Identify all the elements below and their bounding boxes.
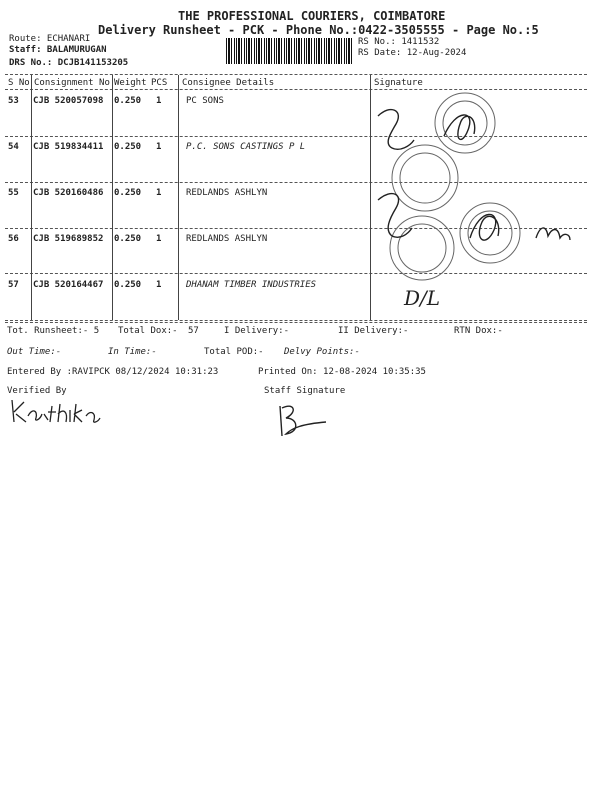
- row-consignee: PC SONS: [186, 96, 224, 106]
- col-separator: [31, 75, 32, 320]
- ii-delivery: II Delivery:-: [338, 326, 409, 336]
- delivered-mark: D/L: [404, 286, 441, 310]
- row-pcs: 1: [156, 96, 162, 106]
- col-separator: [178, 75, 179, 320]
- route-label: Route: ECHANARI: [9, 34, 91, 44]
- courier-stamp-icon: [460, 203, 520, 263]
- printed-on: Printed On: 12-08-2024 10:35:35: [258, 367, 426, 377]
- signature-scribble: [470, 214, 499, 240]
- signature-scribble: [536, 228, 570, 240]
- row-pcs: 1: [156, 142, 162, 152]
- row-weight: 0.250: [114, 188, 142, 198]
- row-consignment: CJB 520164467: [33, 280, 104, 290]
- row-consignment: CJB 520057098: [33, 96, 104, 106]
- delvy-points: Delvy Points:-: [284, 347, 360, 357]
- runsheet-subtitle: Delivery Runsheet - PCK - Phone No.:0422-3505555 - Page No.:5: [98, 23, 539, 37]
- row-weight: 0.250: [114, 96, 142, 106]
- i-delivery: I Delivery:-: [224, 326, 290, 336]
- verified-by-label: Verified By: [7, 386, 67, 396]
- total-dox-value: 57: [188, 326, 199, 336]
- table-top-line: [5, 74, 587, 75]
- tot-runsheet: Tot. Runsheet:- 5: [7, 326, 100, 336]
- drs-number: DRS No.: DCJB141153205: [9, 58, 129, 68]
- row-weight: 0.250: [114, 280, 142, 290]
- signature-stamps: [370, 88, 590, 308]
- header-consignment: Consignment No: [34, 78, 110, 88]
- courier-stamp-icon: [435, 93, 495, 153]
- signature-scribble: [444, 115, 475, 139]
- row-consignment: CJB 520160486: [33, 188, 104, 198]
- total-dox: Total Dox:-: [118, 326, 178, 336]
- totals-divider: [5, 322, 587, 323]
- row-consignee: P.C. SONS CASTINGS P L: [186, 142, 306, 152]
- row-consignment: CJB 519689852: [33, 234, 104, 244]
- company-title: THE PROFESSIONAL COURIERS, COIMBATORE: [178, 9, 446, 23]
- row-consignee: REDLANDS ASHLYN: [186, 234, 268, 244]
- row-weight: 0.250: [114, 234, 142, 244]
- row-pcs: 1: [156, 280, 162, 290]
- header-sno: S No: [8, 78, 30, 88]
- col-separator: [112, 75, 113, 320]
- header-pcs: PCS: [151, 78, 168, 88]
- rs-number: RS No.: 1411532: [358, 37, 440, 47]
- row-weight: 0.250: [114, 142, 142, 152]
- row-consignment: CJB 519834411: [33, 142, 104, 152]
- row-divider: [5, 320, 587, 321]
- signature-scribble: [378, 110, 414, 150]
- row-sno: 56: [8, 234, 19, 244]
- row-sno: 55: [8, 188, 19, 198]
- courier-stamp-icon: [390, 216, 454, 280]
- total-pod: Total POD:-: [204, 347, 264, 357]
- verified-signature: [8, 396, 108, 426]
- staff-signature-scribble: [272, 400, 332, 440]
- in-time: In Time:-: [108, 347, 157, 357]
- courier-stamp-icon: [392, 145, 458, 211]
- rtn-dox: RTN Dox:-: [454, 326, 503, 336]
- row-sno: 53: [8, 96, 19, 106]
- staff-signature-label: Staff Signature: [264, 386, 346, 396]
- header-consignee: Consignee Details: [182, 78, 275, 88]
- row-sno: 57: [8, 280, 19, 290]
- entered-by: Entered By :RAVIPCK 08/12/2024 10:31:23: [7, 367, 219, 377]
- staff-label: Staff: BALAMURUGAN: [9, 45, 107, 55]
- row-pcs: 1: [156, 234, 162, 244]
- header-weight: Weight: [114, 78, 147, 88]
- barcode-image: [226, 38, 352, 64]
- row-sno: 54: [8, 142, 19, 152]
- row-pcs: 1: [156, 188, 162, 198]
- rs-date: RS Date: 12-Aug-2024: [358, 48, 467, 58]
- row-consignee: DHANAM TIMBER INDUSTRIES: [186, 280, 317, 290]
- header-signature: Signature: [374, 78, 423, 88]
- row-consignee: REDLANDS ASHLYN: [186, 188, 268, 198]
- out-time: Out Time:-: [7, 347, 62, 357]
